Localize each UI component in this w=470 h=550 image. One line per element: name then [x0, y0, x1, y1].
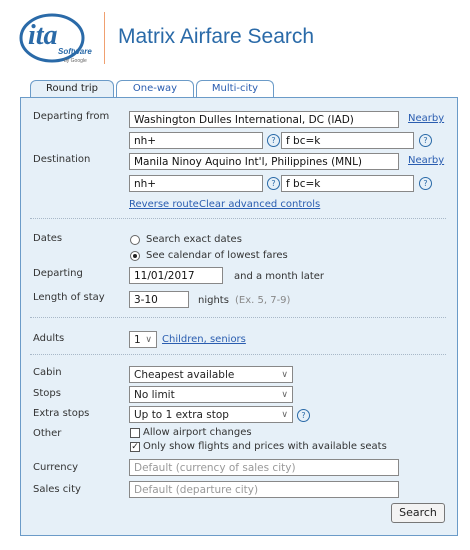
stops-value: No limit [134, 389, 175, 401]
exact-dates-radio[interactable] [130, 235, 140, 245]
help-icon[interactable]: ? [419, 134, 432, 147]
reverse-route-link[interactable]: Reverse route [129, 199, 199, 210]
only-available-seats-checkbox[interactable]: ✓ [131, 442, 139, 452]
nights-text: nights [198, 295, 229, 306]
departing-label: Departing [33, 268, 83, 279]
help-icon[interactable]: ? [297, 409, 310, 422]
adults-value: 1 [134, 334, 141, 346]
header-divider [104, 12, 105, 64]
search-button[interactable]: Search [391, 503, 445, 523]
departing-from-label: Departing from [33, 111, 110, 122]
help-icon[interactable]: ? [419, 177, 432, 190]
sales-city-input[interactable]: Default (departure city) [129, 481, 399, 498]
tab-multi-city[interactable]: Multi-city [196, 80, 274, 97]
help-icon[interactable]: ? [267, 134, 280, 147]
section-divider [30, 218, 446, 219]
chevron-down-icon: ∨ [281, 390, 288, 400]
extra-stops-value: Up to 1 extra stop [134, 409, 229, 421]
section-divider [30, 354, 446, 355]
chevron-down-icon: ∨ [281, 410, 288, 420]
other-label: Other [33, 428, 62, 439]
length-of-stay-input[interactable]: 3-10 [129, 291, 189, 308]
section-divider [30, 317, 446, 318]
tab-one-way[interactable]: One-way [116, 80, 194, 97]
chevron-down-icon: ∨ [281, 370, 288, 380]
origin-input[interactable]: Washington Dulles International, DC (IAD) [129, 111, 399, 128]
help-icon[interactable]: ? [267, 177, 280, 190]
departing-date-input[interactable]: 11/01/2017 [129, 267, 223, 284]
stay-hint-text: (Ex. 5, 7-9) [235, 295, 291, 306]
extra-stops-select[interactable] [129, 406, 293, 423]
currency-label: Currency [33, 462, 79, 473]
dates-label: Dates [33, 233, 63, 244]
cabin-label: Cabin [33, 367, 62, 378]
dest-extension-input[interactable]: f bc=k [281, 175, 414, 192]
destination-input[interactable]: Manila Ninoy Aquino Int'l, Philippines (MNL) [129, 153, 399, 170]
currency-input[interactable]: Default (currency of sales city) [129, 459, 399, 476]
stops-label: Stops [33, 388, 61, 399]
month-later-text: and a month later [234, 271, 325, 282]
children-seniors-link[interactable]: Children, seniors [162, 334, 246, 345]
origin-routing-input[interactable]: nh+ [129, 132, 263, 149]
adults-label: Adults [33, 333, 65, 344]
svg-text:ita: ita [28, 20, 58, 51]
svg-text:by Google: by Google [64, 58, 87, 64]
cabin-value: Cheapest available [134, 369, 235, 381]
sales-city-label: Sales city [33, 484, 81, 495]
clear-advanced-controls-link[interactable]: Clear advanced controls [199, 199, 321, 210]
only-available-seats-label[interactable]: Only show flights and prices with available seats [143, 441, 387, 452]
extra-stops-label: Extra stops [33, 408, 90, 419]
origin-nearby-link[interactable]: Nearby [408, 113, 445, 124]
stops-select[interactable] [129, 386, 293, 403]
origin-extension-input[interactable]: f bc=k [281, 132, 414, 149]
page-title: Matrix Airfare Search [118, 25, 315, 48]
ita-software-logo[interactable] [18, 10, 96, 68]
calendar-label[interactable]: See calendar of lowest fares [146, 250, 288, 261]
destination-label: Destination [33, 154, 91, 165]
dest-routing-input[interactable]: nh+ [129, 175, 263, 192]
svg-text:Software: Software [58, 47, 92, 56]
length-of-stay-label: Length of stay [33, 292, 105, 303]
chevron-down-icon: ∨ [145, 335, 152, 345]
destination-nearby-link[interactable]: Nearby [408, 155, 445, 166]
adults-select[interactable] [129, 331, 157, 348]
allow-airport-changes-checkbox[interactable] [130, 428, 140, 438]
cabin-select[interactable] [129, 366, 293, 383]
calendar-radio[interactable] [130, 251, 140, 261]
exact-dates-label[interactable]: Search exact dates [146, 234, 242, 245]
allow-airport-changes-label[interactable]: Allow airport changes [143, 427, 252, 438]
tab-round-trip[interactable]: Round trip [30, 80, 114, 99]
